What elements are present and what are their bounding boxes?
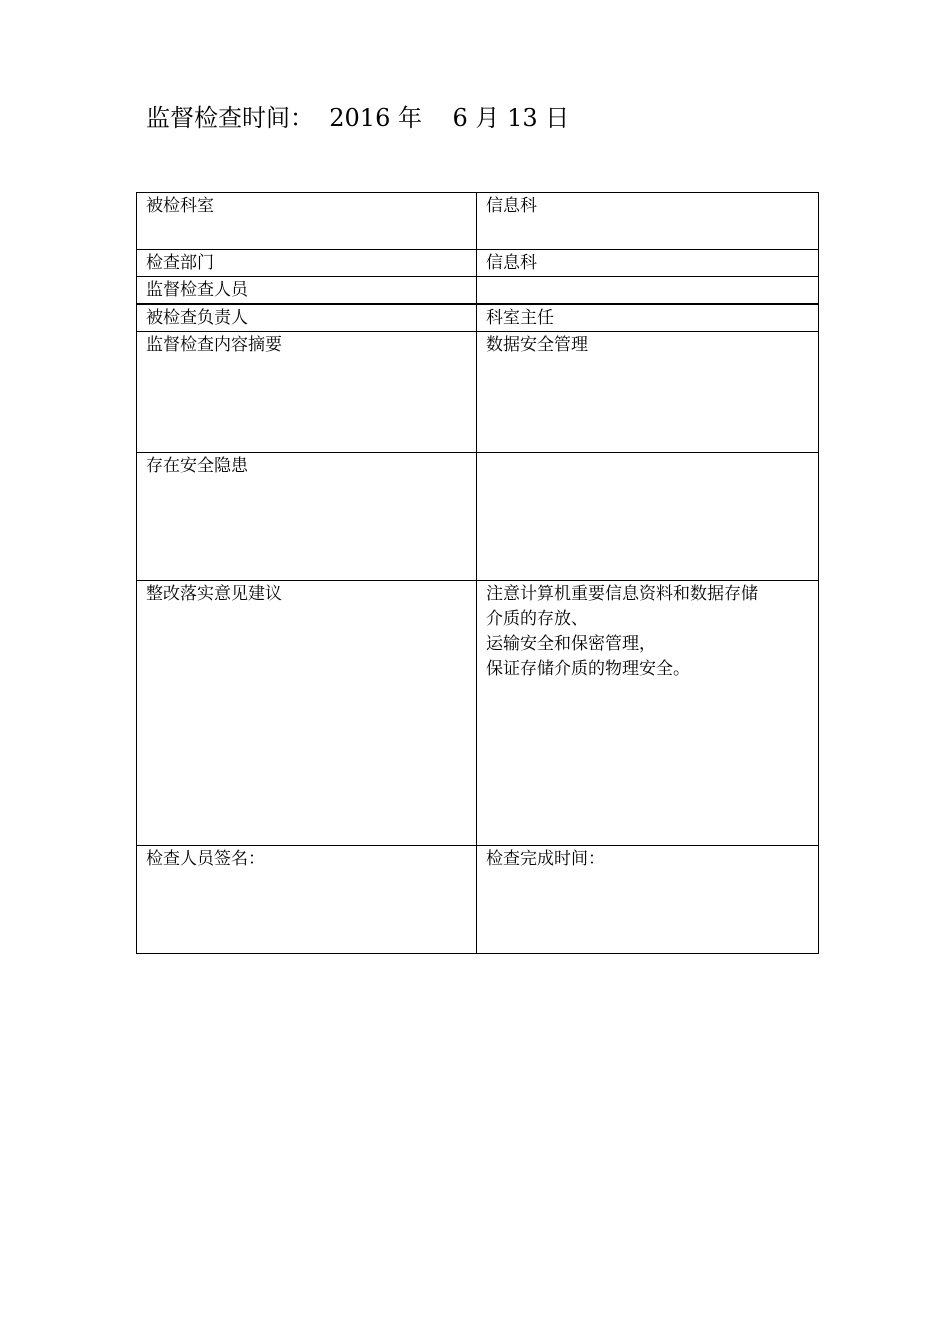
field-value-content-summary: 数据安全管理 [477, 332, 819, 453]
field-value-responsible-person: 科室主任 [477, 304, 819, 332]
rectification-line: 保证存储介质的物理安全。 [486, 659, 690, 679]
field-label-inspecting-dept: 检查部门 [137, 250, 477, 277]
field-label-inspector-signature: 检查人员签名： [137, 846, 477, 954]
table-row [137, 304, 819, 332]
date-month-unit: 月 [475, 104, 500, 132]
field-label-responsible-person: 被检查负责人 [137, 304, 477, 332]
table-row [137, 453, 819, 581]
field-label-inspected-dept: 被检科室 [137, 193, 477, 250]
table-row [137, 846, 819, 954]
date-day-unit: 日 [545, 104, 570, 132]
rectification-line: 注意计算机重要信息资料和数据存储 [486, 584, 758, 604]
date-year-unit: 年 [397, 104, 422, 132]
inspection-form-table [136, 192, 819, 954]
inspection-date-heading [146, 100, 569, 136]
table-row [137, 332, 819, 453]
field-value-inspecting-dept: 信息科 [477, 250, 819, 277]
date-year: 2016 [329, 104, 391, 132]
rectification-line: 运输安全和保密管理， [486, 634, 656, 654]
field-value-safety-hazards [477, 453, 819, 581]
date-month: 6 [452, 104, 468, 132]
table-row [137, 277, 819, 305]
field-value-inspected-dept: 信息科 [477, 193, 819, 250]
field-value-rectification [477, 581, 819, 846]
field-label-safety-hazards: 存在安全隐患 [137, 453, 477, 581]
field-value-inspectors [477, 277, 819, 305]
rectification-line: 介质的存放、 [486, 609, 588, 629]
field-label-completion-time: 检查完成时间： [477, 846, 819, 954]
date-day: 13 [507, 104, 538, 132]
table-row [137, 193, 819, 250]
table-row [137, 250, 819, 277]
field-label-rectification: 整改落实意见建议 [137, 581, 477, 846]
date-label: 监督检查时间： [146, 104, 314, 132]
field-label-inspectors: 监督检查人员 [137, 277, 477, 305]
table-row [137, 581, 819, 846]
field-label-content-summary: 监督检查内容摘要 [137, 332, 477, 453]
